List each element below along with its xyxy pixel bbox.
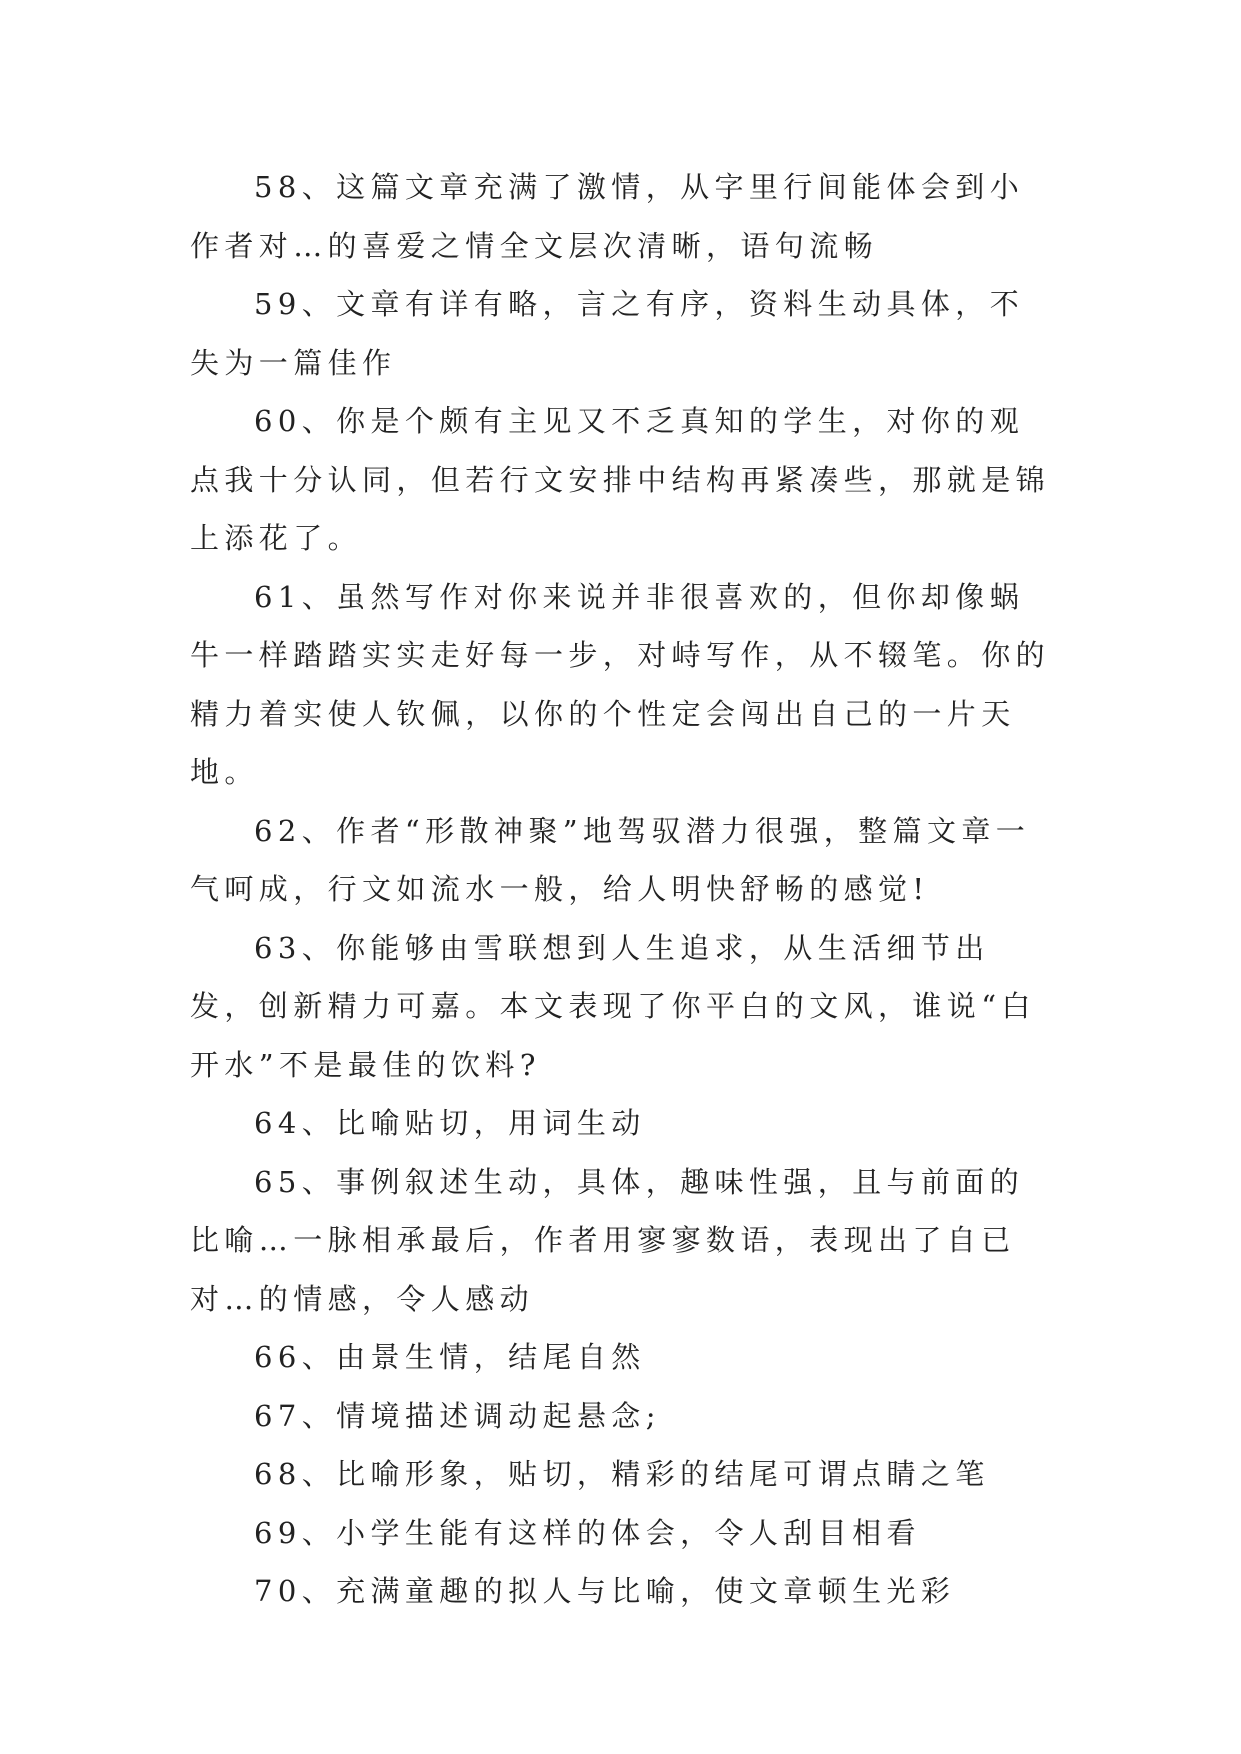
comment-paragraph-70: 70、充满童趣的拟人与比喻，使文章顿生光彩 — [254, 1574, 956, 1608]
comment-paragraph-63: 63、你能够由雪联想到人生追求，从生活细节出发，创新精力可嘉。本文表现了你平白的文风，谁说“白开水”不是最佳的饮料? — [190, 930, 1036, 1082]
comment-paragraph-61: 61、虽然写作对你来说并非很喜欢的，但你却像蜗牛一样踏踏实实走好每一步，对峙写作，从不辍笔。你的精力着实使人钦佩，以你的个性定会闯出自己的一片天地。 — [190, 579, 1051, 789]
comment-paragraph-58: 58、这篇文章充满了激情，从字里行间能体会到小作者对…的喜爱之情全文层次清晰，语句流畅 — [190, 170, 1025, 263]
comment-paragraph-64: 64、比喻贴切，用词生动 — [254, 1106, 646, 1140]
comment-paragraph-62: 62、作者“形散神聚”地驾驭潜力很强，整篇文章一气呵成，行文如流水一般，给人明快舒畅的感觉! — [190, 813, 1031, 906]
comment-paragraph-59: 59、文章有详有略，言之有序，资料生动具体，不失为一篇佳作 — [190, 287, 1025, 380]
comment-paragraph-65: 65、事例叙述生动，具体，趣味性强，且与前面的比喻…一脉相承最后，作者用寥寥数语，表现出了自已对…的情感，令人感动 — [190, 1164, 1025, 1316]
comment-paragraph-60: 60、你是个颇有主见又不乏真知的学生，对你的观点我十分认同，但若行文安排中结构再紧凑些，那就是锦上添花了。 — [190, 404, 1051, 555]
document-body — [190, 158, 1052, 1621]
comment-paragraph-67: 67、情境描述调动起悬念; — [254, 1398, 661, 1433]
comment-paragraph-66: 66、由景生情，结尾自然 — [254, 1340, 646, 1374]
comment-paragraph-69: 69、小学生能有这样的体会，令人刮目相看 — [254, 1515, 921, 1550]
comment-paragraph-68: 68、比喻形象，贴切，精彩的结尾可谓点睛之笔 — [254, 1457, 990, 1491]
